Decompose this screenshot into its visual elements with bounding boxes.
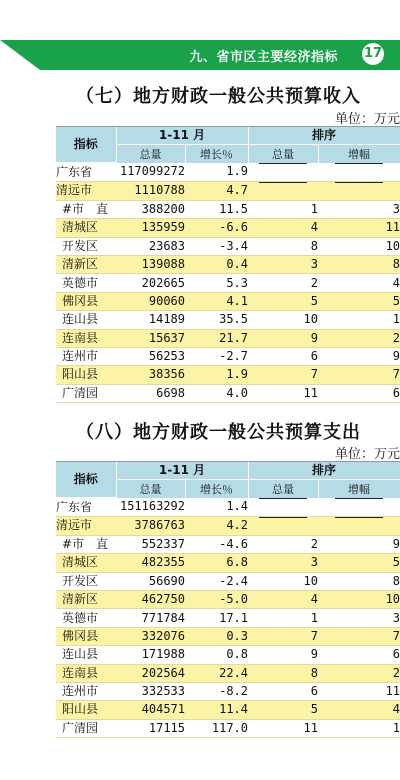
rank-total-value: 2 (248, 274, 318, 292)
rank-total-value: 11 (248, 719, 318, 737)
growth-value: 4.7 (185, 181, 248, 200)
total-value: 3786763 (116, 516, 185, 535)
total-value: 202665 (116, 274, 185, 292)
total-value: 1110788 (116, 181, 185, 200)
total-value: 17115 (116, 719, 185, 737)
region-name: 清远市 (56, 516, 116, 535)
total-value: 14189 (116, 311, 185, 329)
rank-total-value (248, 516, 318, 535)
dash-mark (259, 498, 307, 516)
table-row (56, 347, 400, 365)
revenue-table (56, 127, 400, 403)
region-name: 清城区 (56, 554, 116, 572)
rank-total-value (248, 181, 318, 200)
region-name: 佛冈县 (56, 292, 116, 310)
rank-total-value: 3 (248, 554, 318, 572)
rank-total-value: 6 (248, 682, 318, 700)
col-growth: 增长％ (185, 145, 248, 163)
table-row (56, 572, 400, 590)
total-value: 56690 (116, 572, 185, 590)
total-value: 56253 (116, 347, 185, 365)
col-total: 总量 (116, 480, 185, 498)
table-row (56, 200, 400, 218)
rank-growth-value (318, 516, 400, 535)
unit-label: 单位：万元 (334, 447, 400, 462)
rank-growth-value: 11 (318, 219, 400, 237)
region-name: 阳山县 (56, 701, 116, 719)
growth-value: 1.9 (185, 163, 248, 182)
total-value: 38356 (116, 366, 185, 384)
col-rank-total: 总量 (248, 480, 318, 498)
growth-value: -2.4 (185, 572, 248, 590)
region-name: 广东省 (56, 163, 116, 182)
growth-value: 1.4 (185, 498, 248, 517)
table-row (56, 646, 400, 664)
growth-value: 4.1 (185, 292, 248, 310)
region-name: 连南县 (56, 664, 116, 682)
region-name: 连山县 (56, 311, 116, 329)
region-name: 清远市 (56, 181, 116, 200)
rank-growth-value: 8 (318, 572, 400, 590)
expenditure-table (56, 462, 400, 738)
table-row (56, 384, 400, 402)
rank-growth-value (318, 498, 400, 517)
rank-total-value: 3 (248, 255, 318, 273)
table-row (56, 664, 400, 682)
rank-total-value: 4 (248, 219, 318, 237)
rank-total-value: 7 (248, 366, 318, 384)
rank-growth-value (318, 163, 400, 182)
rank-growth-value: 10 (318, 237, 400, 255)
total-value: 90060 (116, 292, 185, 310)
rank-growth-value: 10 (318, 590, 400, 608)
col-indicator: 指标 (56, 127, 116, 163)
total-value: 388200 (116, 200, 185, 218)
region-name: 佛冈县 (56, 627, 116, 645)
rank-growth-value: 6 (318, 384, 400, 402)
dash-mark (335, 182, 383, 200)
region-name: 清城区 (56, 219, 116, 237)
rank-growth-value: 5 (318, 554, 400, 572)
growth-value: 0.4 (185, 255, 248, 273)
growth-value: -8.2 (185, 682, 248, 700)
col-indicator: 指标 (56, 462, 116, 498)
region-name: 清新区 (56, 255, 116, 273)
rank-total-value (248, 498, 318, 517)
table-row (56, 516, 400, 535)
rank-total-value: 4 (248, 590, 318, 608)
rank-total-value: 2 (248, 535, 318, 553)
rank-total-value: 6 (248, 347, 318, 365)
total-value: 135959 (116, 219, 185, 237)
total-value: 404571 (116, 701, 185, 719)
col-period: 1-11 月 (116, 127, 248, 145)
rank-growth-value: 4 (318, 274, 400, 292)
region-name: 连南县 (56, 329, 116, 347)
growth-value: -4.6 (185, 535, 248, 553)
rank-growth-value: 8 (318, 255, 400, 273)
total-value: 462750 (116, 590, 185, 608)
table-row (56, 292, 400, 310)
table-row (56, 590, 400, 608)
col-rank: 排序 (248, 462, 400, 480)
rank-growth-value: 9 (318, 347, 400, 365)
growth-value: 0.8 (185, 646, 248, 664)
table-row (56, 274, 400, 292)
growth-value: -2.7 (185, 347, 248, 365)
region-name: 连山县 (56, 646, 116, 664)
growth-value: 11.4 (185, 701, 248, 719)
table-row (56, 163, 400, 182)
dash-mark (335, 163, 383, 181)
growth-value: -5.0 (185, 590, 248, 608)
rank-growth-value: 2 (318, 664, 400, 682)
table-row (56, 627, 400, 645)
total-value: 171988 (116, 646, 185, 664)
rank-growth-value: 4 (318, 701, 400, 719)
rank-total-value (248, 163, 318, 182)
unit-label: 单位：万元 (334, 112, 400, 127)
rank-total-value: 11 (248, 384, 318, 402)
rank-total-value: 9 (248, 329, 318, 347)
total-value: 771784 (116, 609, 185, 627)
total-value: 6698 (116, 384, 185, 402)
growth-value: 5.3 (185, 274, 248, 292)
total-value: 332533 (116, 682, 185, 700)
growth-value: 117.0 (185, 719, 248, 737)
rank-growth-value: 6 (318, 646, 400, 664)
total-value: 552337 (116, 535, 185, 553)
table-row (56, 219, 400, 237)
growth-value: 17.1 (185, 609, 248, 627)
table-row (56, 701, 400, 719)
section-title: （八）地方财政一般公共预算支出 (76, 422, 361, 443)
region-name: #市 直 (56, 535, 116, 553)
total-value: 202564 (116, 664, 185, 682)
table-row (56, 237, 400, 255)
col-rank: 排序 (248, 127, 400, 145)
col-growth: 增长％ (185, 480, 248, 498)
rank-total-value: 1 (248, 609, 318, 627)
region-name: 广清园 (56, 719, 116, 737)
dash-mark (335, 517, 383, 535)
col-rank-growth: 增幅 (318, 480, 400, 498)
growth-value: -6.6 (185, 219, 248, 237)
rank-total-value: 10 (248, 311, 318, 329)
total-value: 117099272 (116, 163, 185, 182)
rank-total-value: 10 (248, 572, 318, 590)
section-title: （七）地方财政一般公共预算收入 (76, 86, 361, 107)
table-row (56, 311, 400, 329)
growth-value: 11.5 (185, 200, 248, 218)
region-name: 清新区 (56, 590, 116, 608)
dash-mark (259, 163, 307, 181)
growth-value: 0.3 (185, 627, 248, 645)
table-row (56, 181, 400, 200)
total-value: 332076 (116, 627, 185, 645)
rank-growth-value: 2 (318, 329, 400, 347)
table-row (56, 329, 400, 347)
total-value: 482355 (116, 554, 185, 572)
rank-growth-value: 3 (318, 609, 400, 627)
region-name: 连州市 (56, 682, 116, 700)
growth-value: 22.4 (185, 664, 248, 682)
growth-value: -3.4 (185, 237, 248, 255)
rank-total-value: 8 (248, 237, 318, 255)
rank-total-value: 5 (248, 701, 318, 719)
region-name: #市 直 (56, 200, 116, 218)
rank-growth-value: 1 (318, 719, 400, 737)
rank-growth-value: 7 (318, 627, 400, 645)
region-name: 英德市 (56, 609, 116, 627)
col-rank-total: 总量 (248, 145, 318, 163)
table-row (56, 682, 400, 700)
col-total: 总量 (116, 145, 185, 163)
dash-mark (335, 498, 383, 516)
page-number-badge: 17 (362, 43, 384, 65)
growth-value: 21.7 (185, 329, 248, 347)
table-row (56, 498, 400, 517)
table-row (56, 554, 400, 572)
total-value: 151163292 (116, 498, 185, 517)
growth-value: 1.9 (185, 366, 248, 384)
dash-mark (259, 517, 307, 535)
rank-growth-value: 11 (318, 682, 400, 700)
dash-mark (259, 182, 307, 200)
rank-growth-value: 7 (318, 366, 400, 384)
rank-total-value: 1 (248, 200, 318, 218)
region-name: 阳山县 (56, 366, 116, 384)
region-name: 开发区 (56, 237, 116, 255)
table-row (56, 255, 400, 273)
region-name: 连州市 (56, 347, 116, 365)
table-row (56, 535, 400, 553)
region-name: 英德市 (56, 274, 116, 292)
rank-growth-value (318, 181, 400, 200)
growth-value: 35.5 (185, 311, 248, 329)
rank-total-value: 9 (248, 646, 318, 664)
rank-growth-value: 3 (318, 200, 400, 218)
total-value: 15637 (116, 329, 185, 347)
rank-total-value: 7 (248, 627, 318, 645)
total-value: 23683 (116, 237, 185, 255)
growth-value: 4.2 (185, 516, 248, 535)
region-name: 开发区 (56, 572, 116, 590)
table-row (56, 366, 400, 384)
rank-growth-value: 5 (318, 292, 400, 310)
growth-value: 6.8 (185, 554, 248, 572)
col-rank-growth: 增幅 (318, 145, 400, 163)
table-row (56, 719, 400, 737)
chapter-title: 九、省市区主要经济指标 (189, 50, 338, 65)
col-period: 1-11 月 (116, 462, 248, 480)
rank-growth-value: 1 (318, 311, 400, 329)
total-value: 139088 (116, 255, 185, 273)
rank-total-value: 8 (248, 664, 318, 682)
rank-total-value: 5 (248, 292, 318, 310)
table-row (56, 609, 400, 627)
region-name: 广清园 (56, 384, 116, 402)
growth-value: 4.0 (185, 384, 248, 402)
region-name: 广东省 (56, 498, 116, 517)
rank-growth-value: 9 (318, 535, 400, 553)
